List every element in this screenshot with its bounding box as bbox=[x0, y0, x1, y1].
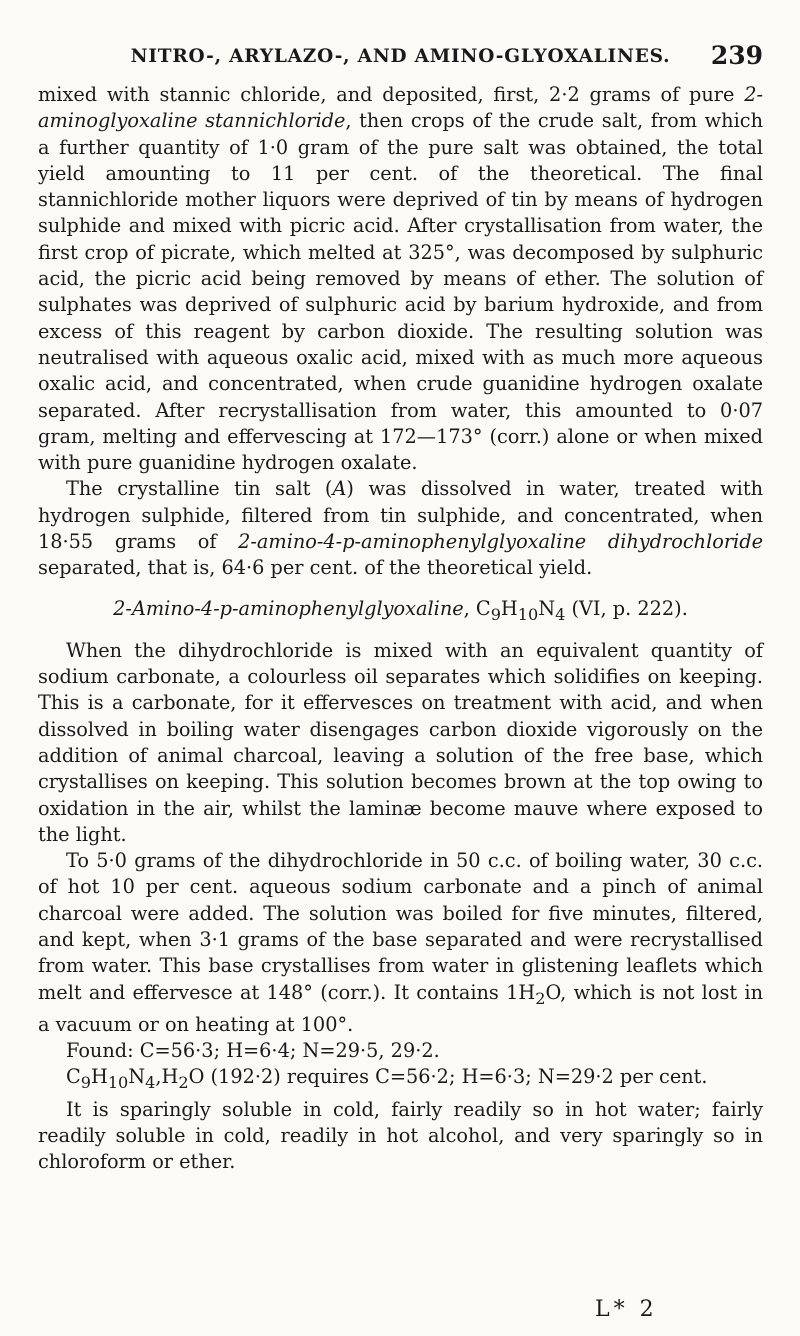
formula-subscript: 4 bbox=[555, 604, 566, 624]
formula-part: C bbox=[475, 596, 491, 620]
running-head: NITRO-, ARYLAZO-, AND AMINO-GLYOXALINES. bbox=[130, 46, 671, 67]
analysis-requires bbox=[38, 1064, 763, 1096]
text-run: separated, that is, 64·6 per cent. of the theoretical yield. bbox=[38, 556, 593, 580]
article-body bbox=[38, 82, 763, 1175]
formula-part: N bbox=[538, 596, 556, 620]
label-italic: A bbox=[332, 477, 347, 501]
comma: , bbox=[463, 596, 476, 620]
page-number: 239 bbox=[710, 41, 763, 70]
text-run: When the dihydrochloride is mixed with an equivalent quantity of sodium carbonate, a colourless oil separates which solidifies on keeping. This is a carbonate, for it effervesces on treatment with acid, and when dissolved in boiling water disengages carbon dioxide vigorously on the addition of animal charcoal, leaving a solution of the free base, which crystallises on keeping. This solution becomes brown at the top owing to oxidation in the air, whilst the laminæ become mauve where exposed to the light. bbox=[38, 638, 763, 846]
formula-part: N bbox=[128, 1065, 146, 1089]
paragraph bbox=[38, 848, 763, 1038]
formula-part: ,H bbox=[155, 1065, 179, 1089]
text-run: ) was dissolved in water, treated with hydrogen sulphide, filtered from tin sulphide, and concentrated, when 18·55 grams of bbox=[38, 477, 763, 554]
signature-mark: L* 2 bbox=[595, 1297, 658, 1322]
text-run: , then crops of the crude salt, from which a further quantity of 1·0 gram of the pure salt was obtained, the total yield amounting to 11 per cent. of the theoretical. The final stannichloride mother liquors were deprived of tin by means of hydrogen sulphide and mixed with picric acid. After crystallisation from water, the first crop of picrate, which melted at 325°, was decomposed by sulphuric acid, the picric acid being removed by means of ether. The solution of sulphates was deprived of sulphuric acid by barium hydroxide, and from excess of this reagent by carbon dioxide. The resulting solution was neutralised with aqueous oxalic acid, mixed with as much more aqueous oxalic acid, and concentrated, when crude guanidine hydrogen oxalate separated. After recrystallisation from water, this amounted to 0·07 gram, melting and effervescing at 172—173° (corr.) alone or when mixed with pure guanidine hydrogen oxalate. bbox=[38, 109, 763, 475]
text-run: O, which is not lost in a vacuum or on heating at 100°. bbox=[38, 980, 763, 1036]
page bbox=[38, 38, 763, 1175]
text-run: Found: C=56·3; H=6·4; N=29·5, 29·2. bbox=[66, 1039, 440, 1063]
compound-name: 2-amino-4-p-aminophenylglyoxaline dihydrochloride bbox=[238, 530, 763, 554]
heading-reference: (VI, p. 222). bbox=[565, 596, 688, 620]
formula-part: H bbox=[500, 596, 518, 620]
analysis-found bbox=[38, 1038, 763, 1064]
text-run: It is sparingly soluble in cold, fairly readily so in hot water; fairly readily soluble in cold, readily in hot alcohol, and very sparingly so in chloroform or ether. bbox=[38, 1097, 763, 1174]
formula-subscript: 9 bbox=[80, 1073, 91, 1093]
formula-part: H bbox=[91, 1065, 108, 1089]
paragraph bbox=[38, 1097, 763, 1176]
formula-subscript: 9 bbox=[490, 604, 501, 624]
formula-part: C bbox=[66, 1065, 81, 1089]
paragraph bbox=[38, 82, 763, 476]
text-run: mixed with stannic chloride, and deposited, first, 2·2 grams of pure bbox=[38, 83, 745, 106]
text-run: The crystalline tin salt ( bbox=[66, 477, 333, 501]
paragraph bbox=[38, 476, 763, 581]
formula-subscript: 4 bbox=[145, 1073, 156, 1093]
text-run: O (192·2) requires C=56·2; H=6·3; N=29·2 per cent. bbox=[188, 1065, 708, 1089]
formula-subscript: 10 bbox=[517, 604, 539, 624]
heading-compound: 2-Amino-4-p-aminophenylglyoxaline bbox=[113, 596, 464, 620]
section-heading bbox=[38, 596, 763, 628]
paragraph bbox=[38, 638, 763, 848]
formula-subscript: 2 bbox=[178, 1073, 189, 1093]
formula-subscript: 2 bbox=[535, 988, 546, 1008]
page-header bbox=[38, 38, 763, 82]
text-run: To 5·0 grams of the dihydrochloride in 50 c.c. of boiling water, 30 c.c. of hot 10 per cent. aqueous sodium carbonate and a pinch of animal charcoal were added. The solution was boiled for five minutes, filtered, and kept, when 3·1 grams of the base separated and were recrystallised from water. This base crystallises from water in glistening leaflets which melt and effervesce at 148° (corr.). It contains 1H bbox=[38, 849, 763, 1004]
formula-subscript: 10 bbox=[107, 1073, 129, 1093]
compound-name: 2-aminoglyoxaline stannichloride bbox=[38, 83, 763, 133]
